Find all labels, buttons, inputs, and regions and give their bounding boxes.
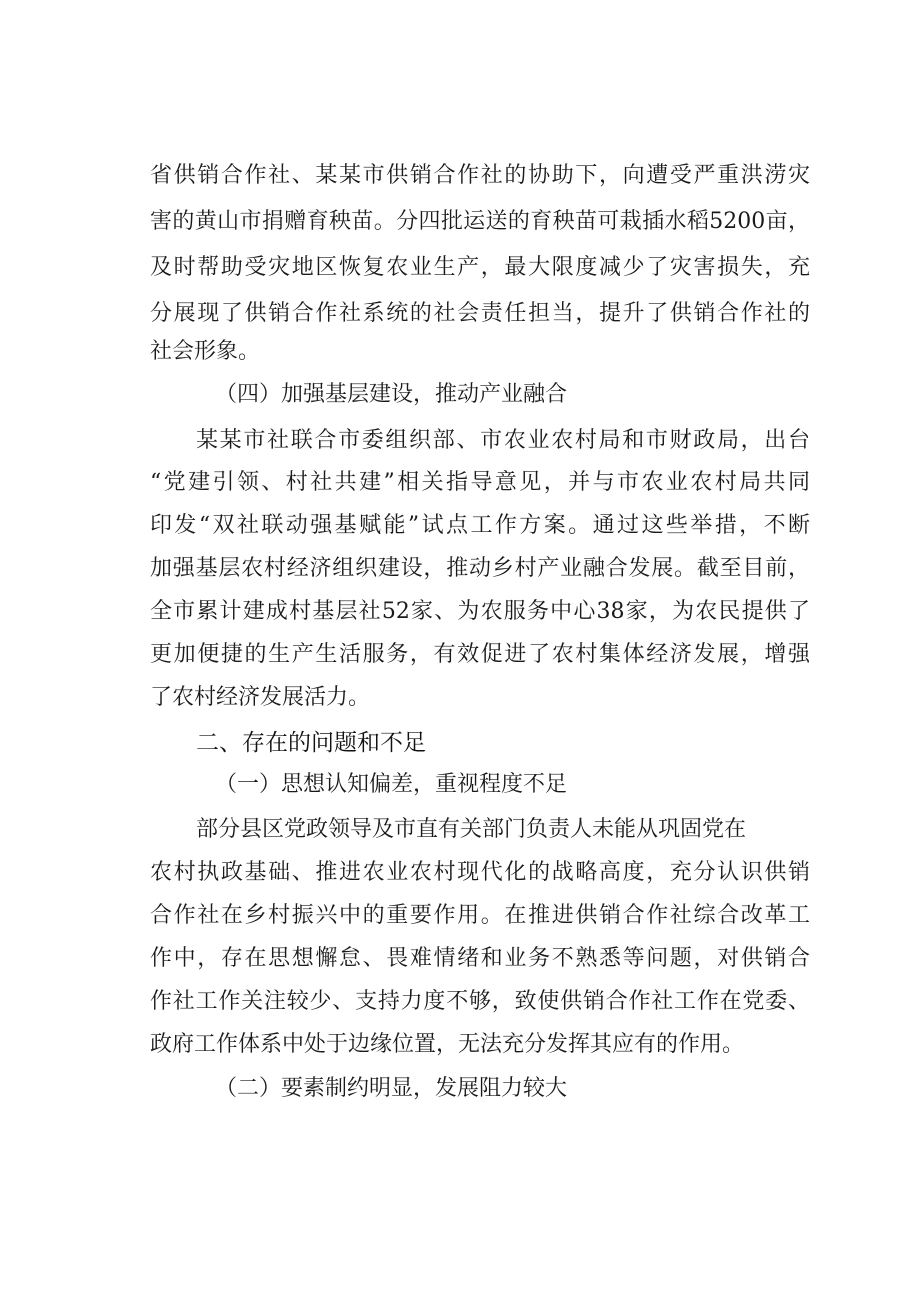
paragraph-line: 全市累计建成村基层社52家、为农服务中心38家，为农民提供了 [150,599,810,624]
paragraph-line: 分展现了供销合作社系统的社会责任担当，提升了供销合作社的 [150,301,810,326]
paragraph-line: 政府工作体系中处于边缘位置，无法充分发挥其应有的作用。 [150,1032,745,1057]
paragraph-line: 某某市社联合市委组织部、市农业农村局和市财政局，出台 [196,428,810,453]
paragraph-line: 作社工作关注较少、支持力度不够，致使供销合作社工作在党委、 [150,989,810,1014]
paragraph-line: 印发“双社联动强基赋能”试点工作方案。通过这些举措，不断 [150,513,810,538]
paragraph-line: 了农村经济发展活力。 [150,685,371,710]
paragraph-line: 更加便捷的生产生活服务，有效促进了农村集体经济发展，增强 [150,642,810,667]
paragraph-line: “党建引领、村社共建”相关指导意见，并与市农业农村局共同 [150,470,810,495]
paragraph-line: 及时帮助受灾地区恢复农业生产，最大限度减少了灾害损失，充 [150,255,810,280]
paragraph-line: 加强基层农村经济组织建设，推动乡村产业融合发展。截至目前， [150,556,810,581]
subheading-2: （二）要素制约明显，发展阻力较大 [215,1076,568,1101]
paragraph-line: 部分县区党政领导及市直有关部门负责人未能从巩固党在 [196,817,747,842]
paragraph-line: 省供销合作社、某某市供销合作社的协助下，向遭受严重洪涝灾 [150,163,810,188]
paragraph-line: 社会形象。 [150,339,261,364]
paragraph-line: 作中，存在思想懈怠、畏难情绪和业务不熟悉等问题，对供销合 [150,946,810,971]
subheading-1: （一）思想认知偏差，重视程度不足 [215,772,568,797]
paragraph-line: 害的黄山市捐赠育秧苗。分四批运送的育秧苗可栽插水稻5200亩， [150,209,810,234]
section-heading: 二、存在的问题和不足 [196,730,426,756]
paragraph-line: 合作社在乡村振兴中的重要作用。在推进供销合作社综合改革工 [150,903,810,928]
subheading-4: （四）加强基层建设，推动产业融合 [215,382,568,407]
paragraph-line: 农村执政基础、推进农业农村现代化的战略高度，充分认识供销 [150,860,810,885]
